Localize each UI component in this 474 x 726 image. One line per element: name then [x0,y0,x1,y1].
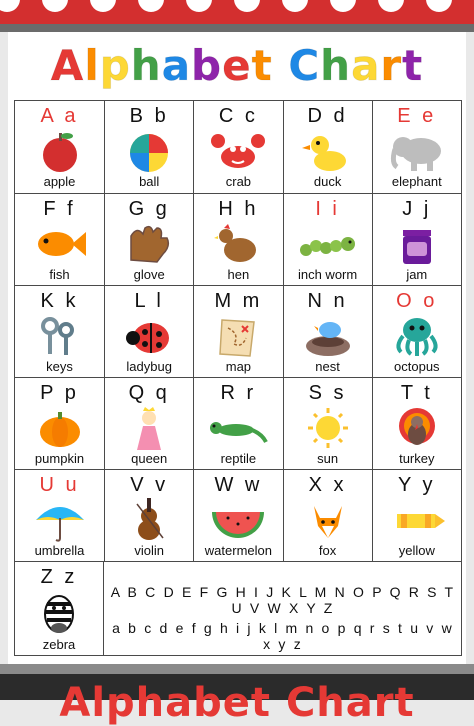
letter-cell [15,194,104,286]
cell-letters: X x [308,474,347,496]
grid-row [15,285,461,377]
cell-letters: M m [214,290,263,312]
bottom-divider [0,664,474,674]
cell-word: apple [43,174,76,189]
cell-letters: Y y [398,474,436,496]
cell-z [15,562,104,656]
cell-letters: A a [40,105,79,127]
sun-icon [296,404,360,452]
title-letter: t [251,41,273,90]
letter-cell [104,470,193,562]
crayon-icon [385,496,449,544]
polka-dot-banner [0,0,474,24]
fish-icon [28,220,92,268]
grid-row [15,377,461,469]
reptile-icon [206,404,270,452]
top-divider [0,24,474,32]
dot [378,0,404,12]
cell-word: fox [318,543,337,558]
jam-icon [385,220,449,268]
duck-icon [296,127,360,175]
letter-cell [372,470,461,562]
cell-word: fish [49,267,70,282]
cell-word: octopus [394,359,440,374]
letter-cell [15,378,104,470]
dot [234,0,260,12]
grid-row [15,101,461,193]
letter-cell [104,378,193,470]
dot [0,0,20,12]
cell-word: yellow [398,543,435,558]
cell-word: umbrella [34,543,85,558]
cell-word: map [225,359,252,374]
cell-letters: K k [40,290,79,312]
title-letter: r [380,41,403,90]
letter-cell [372,378,461,470]
cell-letters: V v [130,474,169,496]
glove-icon [117,220,181,268]
cell-letters: E e [397,105,437,127]
cell-word: reptile [220,451,257,466]
cell-word: elephant [391,174,442,189]
letter-cell [193,378,282,470]
letter-cell [15,101,104,193]
cell-letters: R r [220,382,257,404]
footer-title: Alphabet Chart [59,680,415,726]
cell-word: ladybug [126,359,172,374]
footer-banner [0,674,474,726]
inchworm-icon [296,220,360,268]
dot [186,0,212,12]
dot [42,0,68,12]
watermelon-icon [206,496,270,544]
cell-word: jam [406,267,428,282]
cell-letters: B b [129,105,169,127]
cell-word: inch worm [297,267,358,282]
last-row [15,561,461,655]
letter-cell [372,101,461,193]
cell-letters: U u [39,474,80,496]
cell-letters: C c [218,105,258,127]
cell-letters: G g [128,198,170,220]
title-letter: p [99,41,131,90]
grid-row [15,469,461,561]
cell-letters: F f [43,198,76,220]
cell-word: zebra [42,637,76,652]
cell-word: pumpkin [34,451,85,466]
dot [426,0,452,12]
cell-word: glove [133,267,165,282]
letter-cell [193,194,282,286]
letter-cell [283,194,372,286]
letter-cell [104,286,193,378]
keys-icon [28,312,92,360]
cell-letters: O o [396,290,438,312]
title-letter: l [84,41,100,90]
cell-word: sun [317,451,339,466]
cell-word: ball [139,174,160,189]
cell-word: turkey [399,451,435,466]
page-title [0,40,474,92]
alphabet-grid [14,100,462,656]
dot [90,0,116,12]
violin-icon [117,496,181,544]
ball-icon [117,127,181,175]
lowercase-alphabet: a b c d e f g h i j k l m n o p q r s t u v w x y z [112,620,454,652]
queen-icon [117,404,181,452]
cell-letters: D d [307,105,348,127]
letter-cell [104,101,193,193]
letter-cell [15,286,104,378]
umbrella-icon [28,496,92,544]
cell-word: hen [227,267,250,282]
crab-icon [206,127,270,175]
turkey-icon [385,404,449,452]
cell-letters: W w [214,474,263,496]
dot [330,0,356,12]
cell-letters: H h [218,198,259,220]
octopus-icon [385,312,449,360]
cell-letters: J j [402,198,432,220]
letter-cell [372,286,461,378]
letter-cell [15,470,104,562]
title-letter: a [351,41,381,90]
cell-word: violin [134,543,164,558]
title-letter: C [288,41,321,90]
title-letter: h [320,41,352,90]
apple-icon [28,127,92,175]
letter-cell [283,286,372,378]
title-letter: b [191,41,223,90]
title-letter [273,40,289,92]
dot [282,0,308,12]
pumpkin-icon [28,404,92,452]
cell-letters: L l [134,290,164,312]
nest-icon [296,312,360,360]
title-letter: a [161,41,192,90]
ladybug-icon [117,312,181,360]
cell-letters: T t [400,382,433,404]
fox-icon [296,496,360,544]
cell-letters: S s [308,382,347,404]
cell-word: duck [313,174,342,189]
cell-word: keys [46,359,73,374]
letter-cell [283,470,372,562]
letter-cell [104,194,193,286]
cell-letters: I i [315,198,340,220]
letter-cell [193,470,282,562]
letter-cell [372,194,461,286]
elephant-icon [385,127,449,175]
grid-row [15,193,461,285]
cell-letters: P p [40,382,79,404]
title-letter: e [222,41,252,90]
title-letter: A [50,41,85,90]
cell-word: crab [225,174,252,189]
cell-letters: Q q [128,382,170,404]
title-letter: t [402,41,424,90]
letter-cell [283,101,372,193]
letter-cell [193,286,282,378]
uppercase-alphabet: A B C D E F G H I J K L M N O P Q R S T U V W X Y Z [110,584,456,616]
cell-word: nest [315,359,340,374]
zebra-icon [27,590,91,638]
letter-cell [193,101,282,193]
title-letter: h [130,41,162,90]
hen-icon [206,220,270,268]
cell-word: watermelon [204,543,272,558]
map-icon [206,312,270,360]
dot [138,0,164,12]
cell-word: queen [131,451,168,466]
cell-letters: Z z [40,566,78,588]
cell-letters: N n [307,290,348,312]
letter-cell [283,378,372,470]
